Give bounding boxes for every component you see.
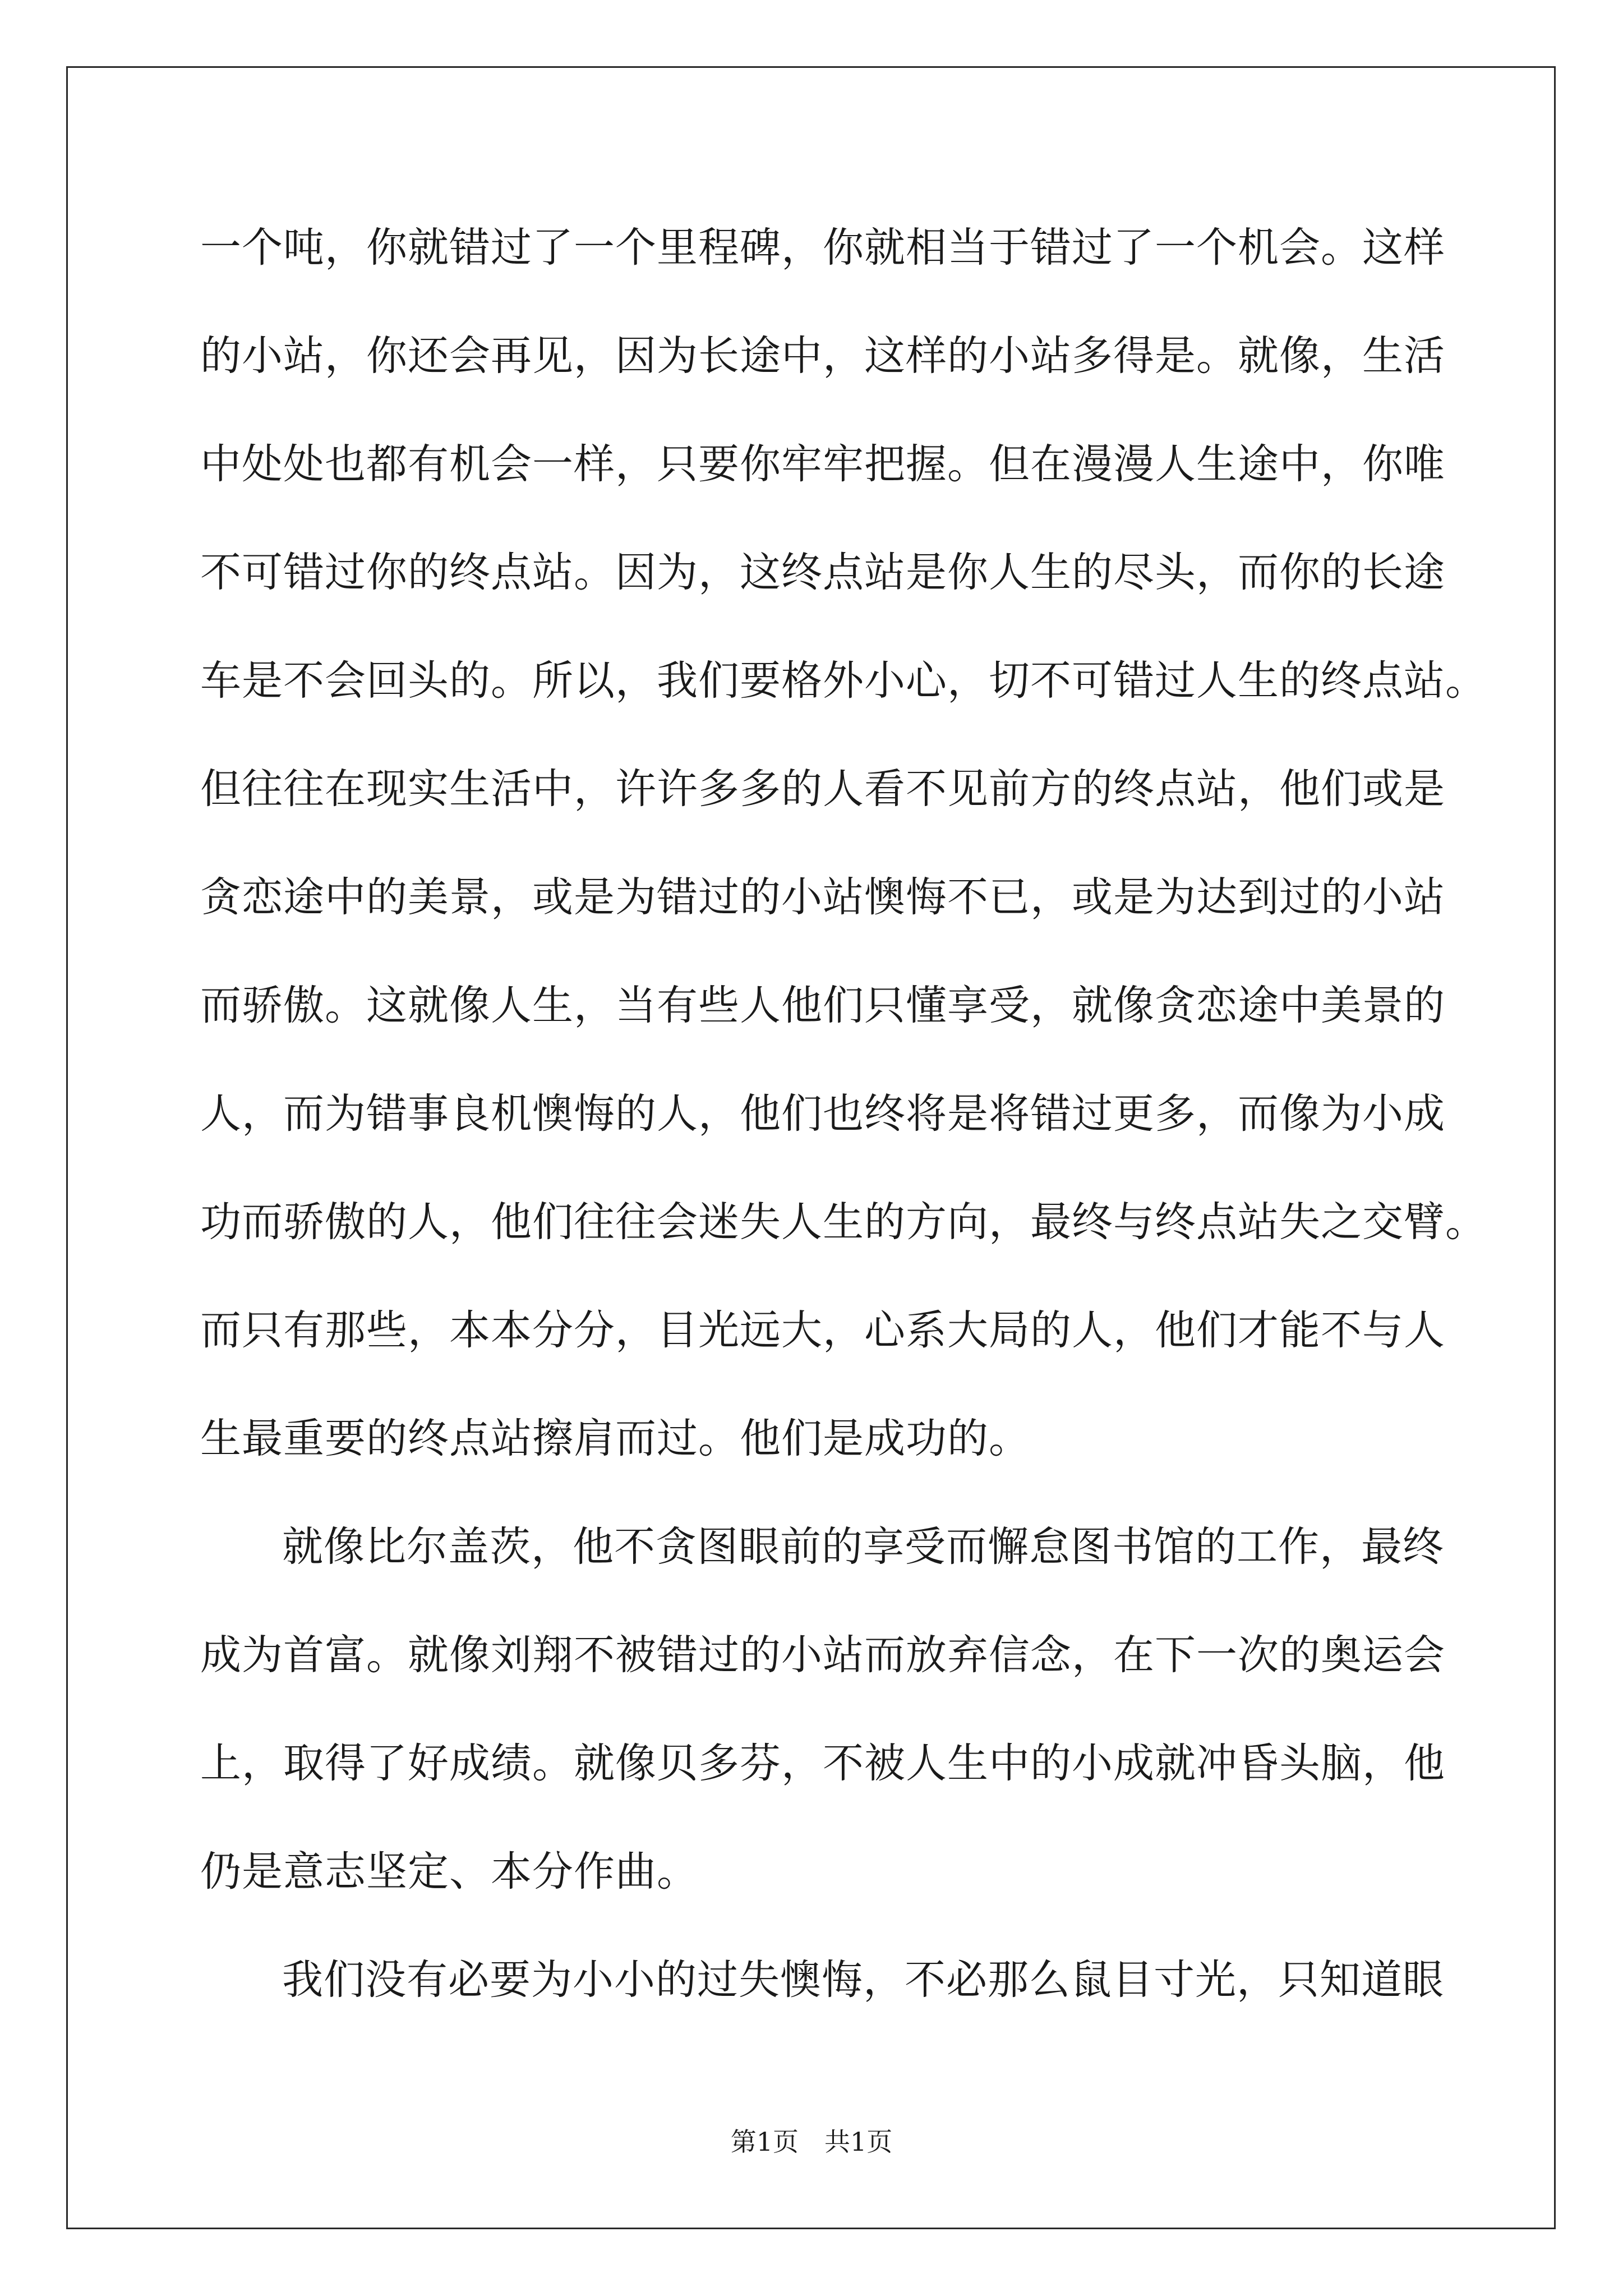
text-line: 而骄傲。这就像人生，当有些人他们只懂享受，就像贪恋途中美景的 (200, 982, 1445, 1029)
text-line: 但往往在现实生活中，许许多多的人看不见前方的终点站，他们或是 (200, 765, 1445, 813)
text-line: 生最重要的终点站擦肩而过。他们是成功的。 (200, 1415, 1030, 1462)
text-line: 一个吨，你就错过了一个里程碑，你就相当于错过了一个机会。这样 (200, 224, 1445, 272)
text-line: 不可错过你的终点站。因为，这终点站是你人生的尽头，而你的长途 (200, 549, 1445, 596)
page-footer (0, 2125, 1623, 2159)
paragraph-first-line: 就像比尔盖茨，他不贪图眼前的享受而懈怠图书馆的工作，最终 (282, 1523, 1444, 1571)
page-number: 第1页 (730, 2127, 799, 2157)
text-line: 功而骄傲的人，他们往往会迷失人生的方向，最终与终点站失之交臂。 (200, 1198, 1487, 1246)
text-line: 上，取得了好成绩。就像贝多芬，不被人生中的小成就冲昏头脑，他 (200, 1740, 1445, 1787)
text-line: 人，而为错事良机懊悔的人，他们也终将是将错过更多，而像为小成 (200, 1090, 1445, 1138)
paragraph-first-line: 我们没有必要为小小的过失懊悔，不必那么鼠目寸光，只知道眼 (282, 1956, 1444, 2004)
text-line: 中处处也都有机会一样，只要你牢牢把握。但在漫漫人生途中，你唯 (200, 440, 1445, 488)
text-line: 贪恋途中的美景，或是为错过的小站懊悔不已，或是为达到过的小站 (200, 873, 1445, 921)
text-line: 而只有那些，本本分分，目光远大，心系大局的人，他们才能不与人 (200, 1306, 1445, 1354)
text-line: 成为首富。就像刘翔不被错过的小站而放弃信念，在下一次的奥运会 (200, 1631, 1445, 1679)
text-line: 车是不会回头的。所以，我们要格外小心，切不可错过人生的终点站。 (200, 657, 1487, 705)
text-line: 的小站，你还会再见，因为长途中，这样的小站多得是。就像，生活 (200, 332, 1445, 380)
text-line: 仍是意志坚定、本分作曲。 (200, 1848, 698, 1895)
page-total: 共1页 (824, 2127, 893, 2157)
